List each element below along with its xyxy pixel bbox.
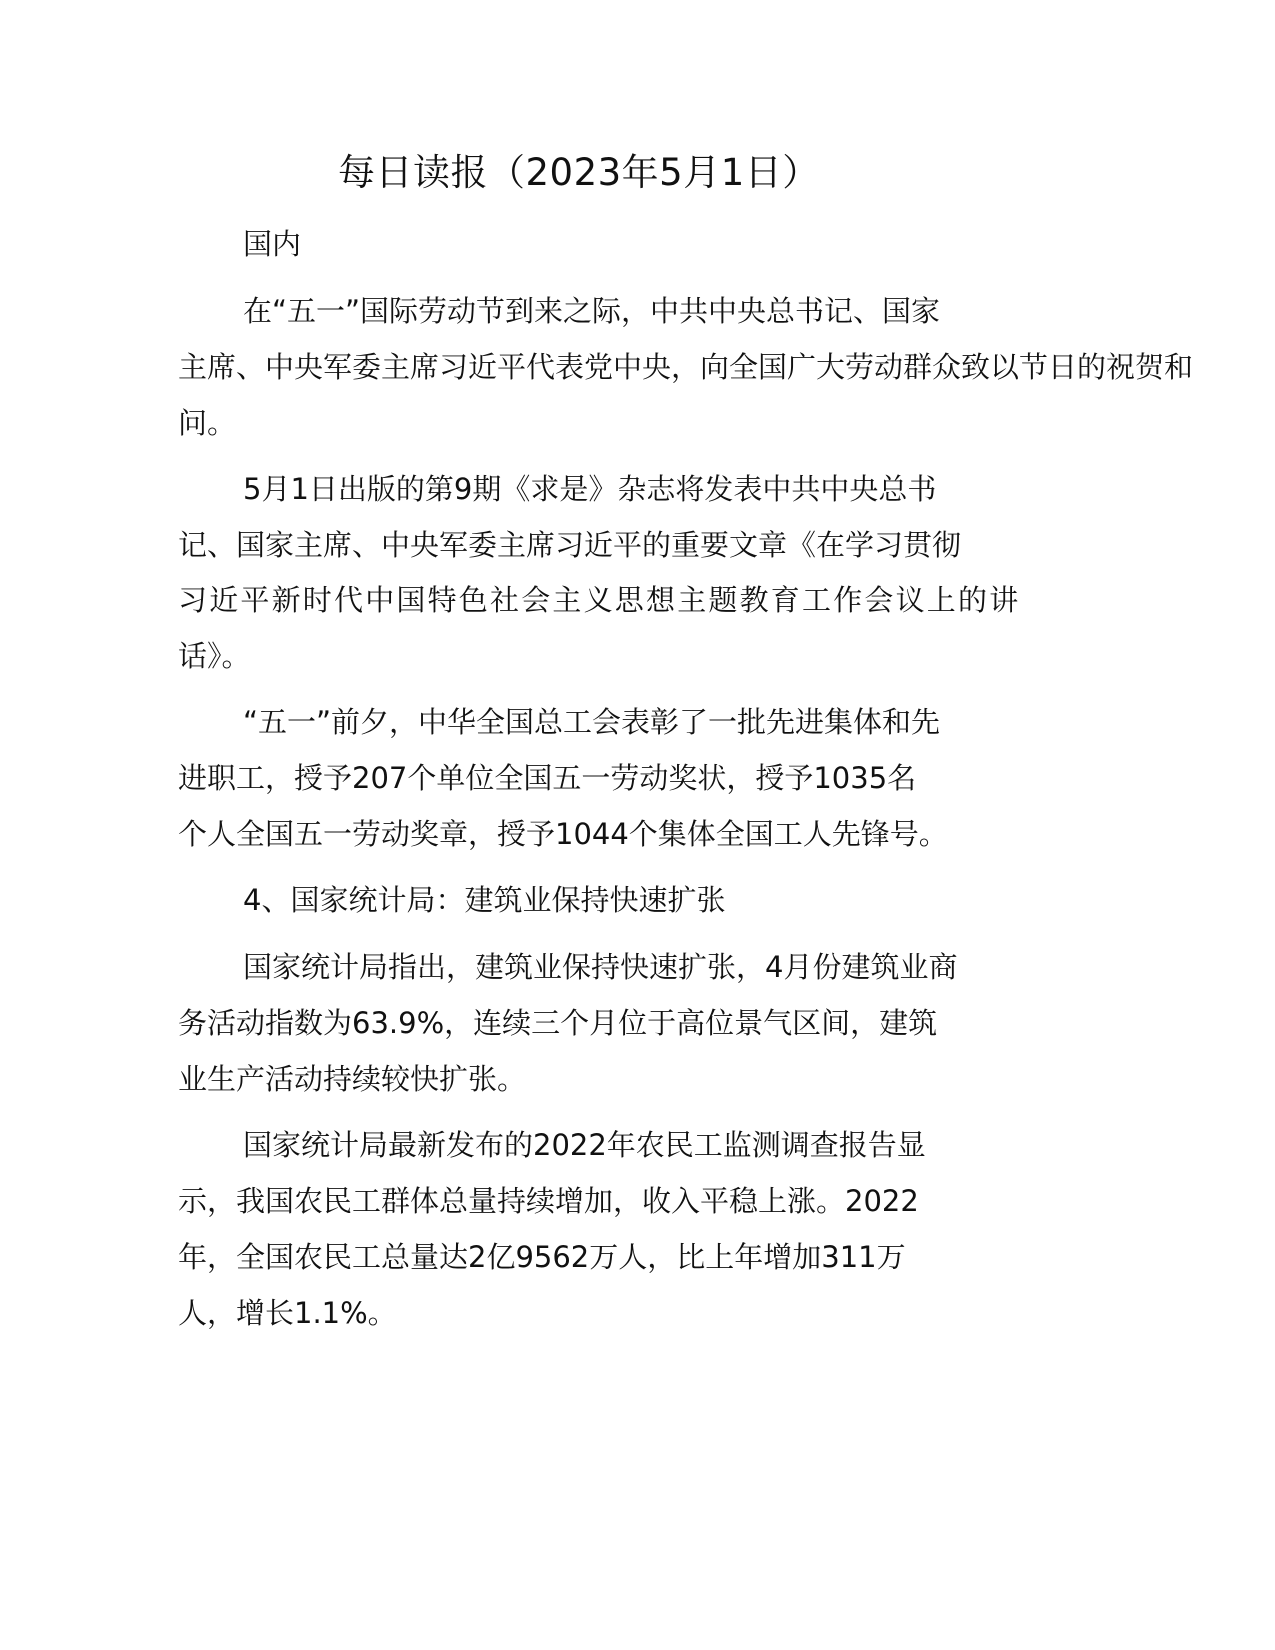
paragraph-line: 进职工，授予207个单位全国五一劳动奖状，授予1035名 <box>178 761 917 795</box>
paragraph-line: 主席、中央军委主席习近平代表党中央，向全国广大劳动群众致以节日的祝贺和 <box>178 350 1194 384</box>
section-heading: 国内 <box>243 227 302 261</box>
paragraph-line: 话》。 <box>178 639 251 673</box>
paragraph-line: 5月1日出版的第9期《求是》杂志将发表中共中央总书 <box>243 472 937 506</box>
paragraph-line: 业生产活动持续较快扩张。 <box>178 1062 527 1096</box>
paragraph-line: 年，全国农民工总量达2亿9562万人，比上年增加311万 <box>178 1240 906 1274</box>
paragraph-line: 务活动指数为63.9%，连续三个月位于高位景气区间，建筑 <box>178 1006 938 1040</box>
paragraph-line: 国家统计局指出，建筑业保持快速扩张，4月份建筑业商 <box>243 950 958 984</box>
paragraph-line: “五一”前夕，中华全国总工会表彰了一批先进集体和先 <box>243 705 941 739</box>
paragraph-line: 问。 <box>178 406 237 440</box>
paragraph-line: 在“五一”国际劳动节到来之际，中共中央总书记、国家 <box>243 294 941 328</box>
paragraph-line: 国家统计局最新发布的2022年农民工监测调查报告显 <box>243 1128 926 1162</box>
paragraph-line: 习近平新时代中国特色社会主义思想主题教育工作会议上的讲 <box>178 583 1021 617</box>
page-title: 每日读报（2023年5月1日） <box>338 151 820 194</box>
paragraph-line: 个人全国五一劳动奖章，授予1044个集体全国工人先锋号。 <box>178 817 948 851</box>
paragraph-line: 记、国家主席、中央军委主席习近平的重要文章《在学习贯彻 <box>178 528 962 562</box>
paragraph-line: 人，增长1.1%。 <box>178 1296 397 1330</box>
subsection-heading: 4、国家统计局：建筑业保持快速扩张 <box>243 883 726 917</box>
paragraph-line: 示，我国农民工群体总量持续增加，收入平稳上涨。2022 <box>178 1184 919 1218</box>
